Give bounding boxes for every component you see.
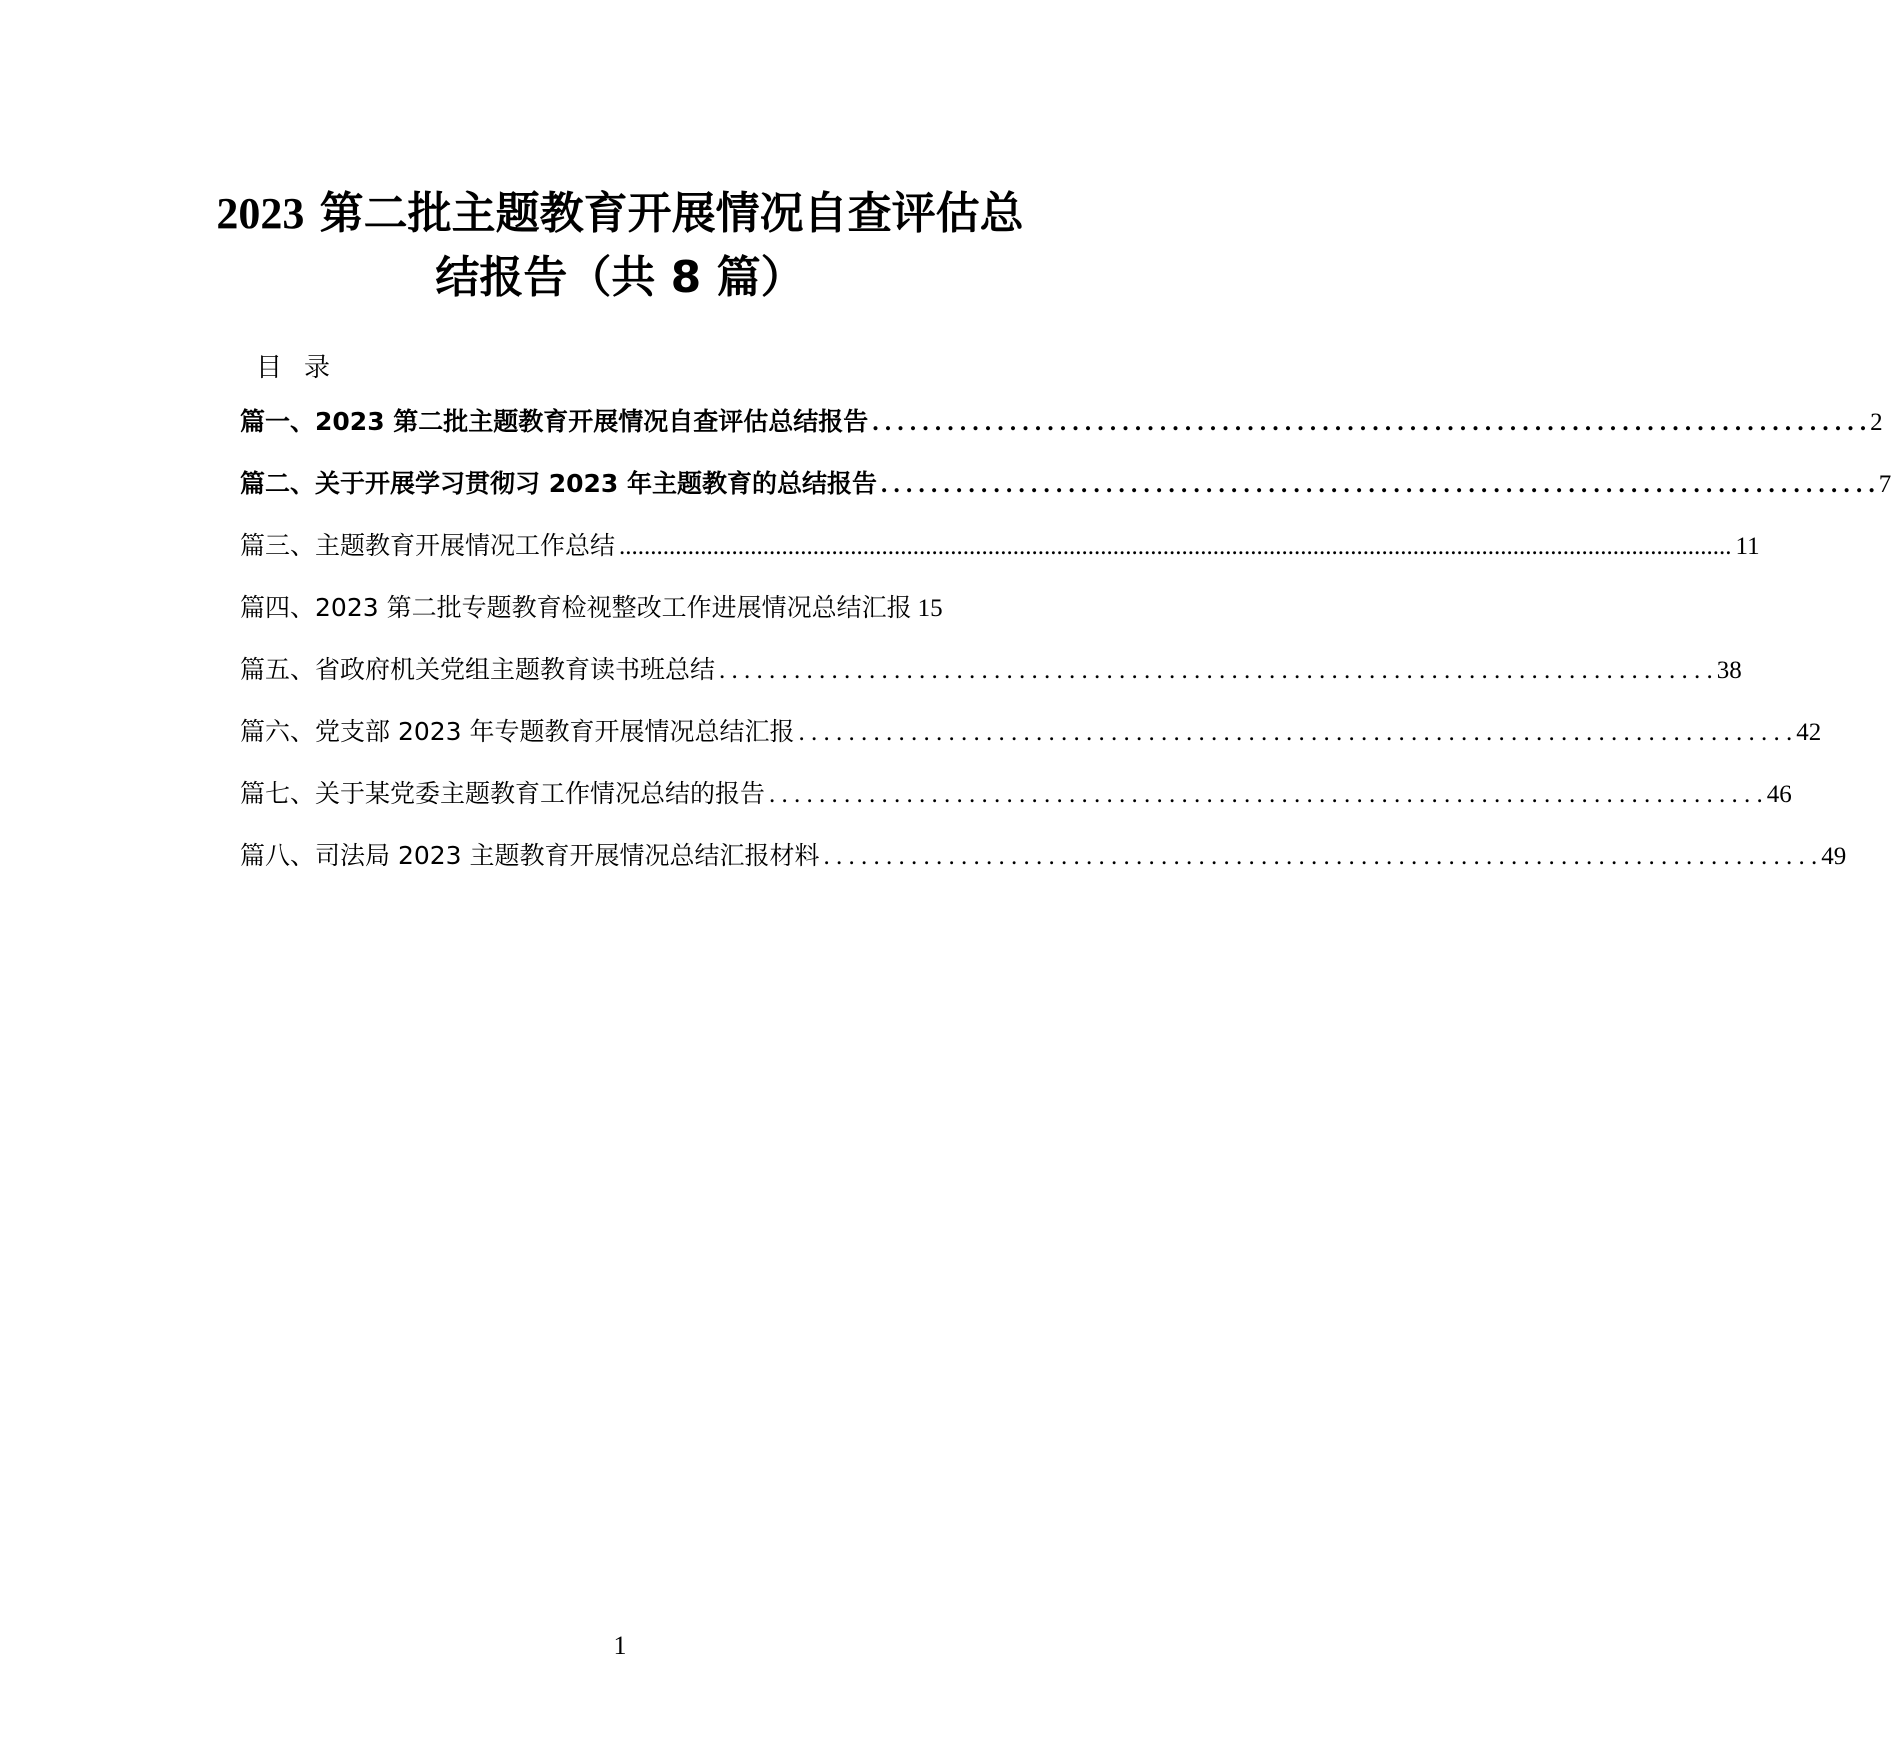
toc-entry-title: 2023 第二批专题教育检视整改工作进展情况总结汇报 [315,593,912,622]
toc-entry-3[interactable] [240,528,1760,590]
toc-entry-page: 46 [1766,781,1792,808]
toc-leader-dots [868,405,1870,441]
toc-entry-page: 15 [917,595,943,622]
toc-entry-title: 省政府机关党组主题教育读书班总结 [315,655,716,684]
title-line-1 [0,182,1240,246]
toc-entry-label: 篇一、 [240,407,316,436]
toc-entry-label: 篇八、 [240,841,316,870]
toc-entry-label: 篇二、 [240,469,316,498]
toc-leader-dots [820,839,1822,875]
toc-entry-label: 篇六、 [240,717,316,746]
toc-heading: 目录 [256,353,353,383]
toc-leader-dots [795,715,1797,751]
toc-entry-2[interactable] [240,466,1891,528]
toc-entry-page: 11 [1735,533,1760,560]
toc-entry-6[interactable] [240,714,1822,776]
toc-entry-4[interactable] [240,590,1050,652]
toc-entry-title: 主题教育开展情况工作总结 [315,531,616,560]
title-line-2: 结报告（共 8 篇） [435,252,805,303]
toc-entry-title: 关于某党委主题教育工作情况总结的报告 [315,779,766,808]
toc-leader-dots [765,777,1767,813]
toc-entry-page: 49 [1821,843,1847,870]
toc-entry-label: 篇四、 [240,593,316,622]
title-year: 2023 [216,189,305,238]
toc-entry-page: 38 [1716,657,1742,684]
toc-entry-page: 2 [1870,409,1883,436]
page-number: 1 [613,1631,627,1660]
table-of-contents [240,404,1891,900]
toc-entry-title: 党支部 2023 年专题教育开展情况总结汇报 [315,717,795,746]
document-title [0,182,1240,310]
toc-entry-label: 篇三、 [240,531,316,560]
toc-entry-1[interactable] [240,404,1883,466]
toc-entry-page: 42 [1796,719,1822,746]
toc-entry-label: 篇五、 [240,655,316,684]
toc-leader-dots [715,653,1717,689]
toc-entry-5[interactable] [240,652,1742,714]
toc-entry-title: 司法局 2023 主题教育开展情况总结汇报材料 [315,841,820,870]
toc-entry-label: 篇七、 [240,779,316,808]
title-line-1-text: 第二批主题教育开展情况自查评估总 [319,188,1024,239]
toc-leader-dots [615,529,1736,565]
toc-entry-title: 关于开展学习贯彻习 2023 年主题教育的总结报告 [315,469,878,498]
toc-entry-8[interactable] [240,838,1847,900]
toc-leader-dots [877,467,1879,503]
toc-entry-title: 2023 第二批主题教育开展情况自查评估总结报告 [315,407,869,436]
toc-entry-page: 7 [1878,471,1891,498]
toc-entry-7[interactable] [240,776,1792,838]
